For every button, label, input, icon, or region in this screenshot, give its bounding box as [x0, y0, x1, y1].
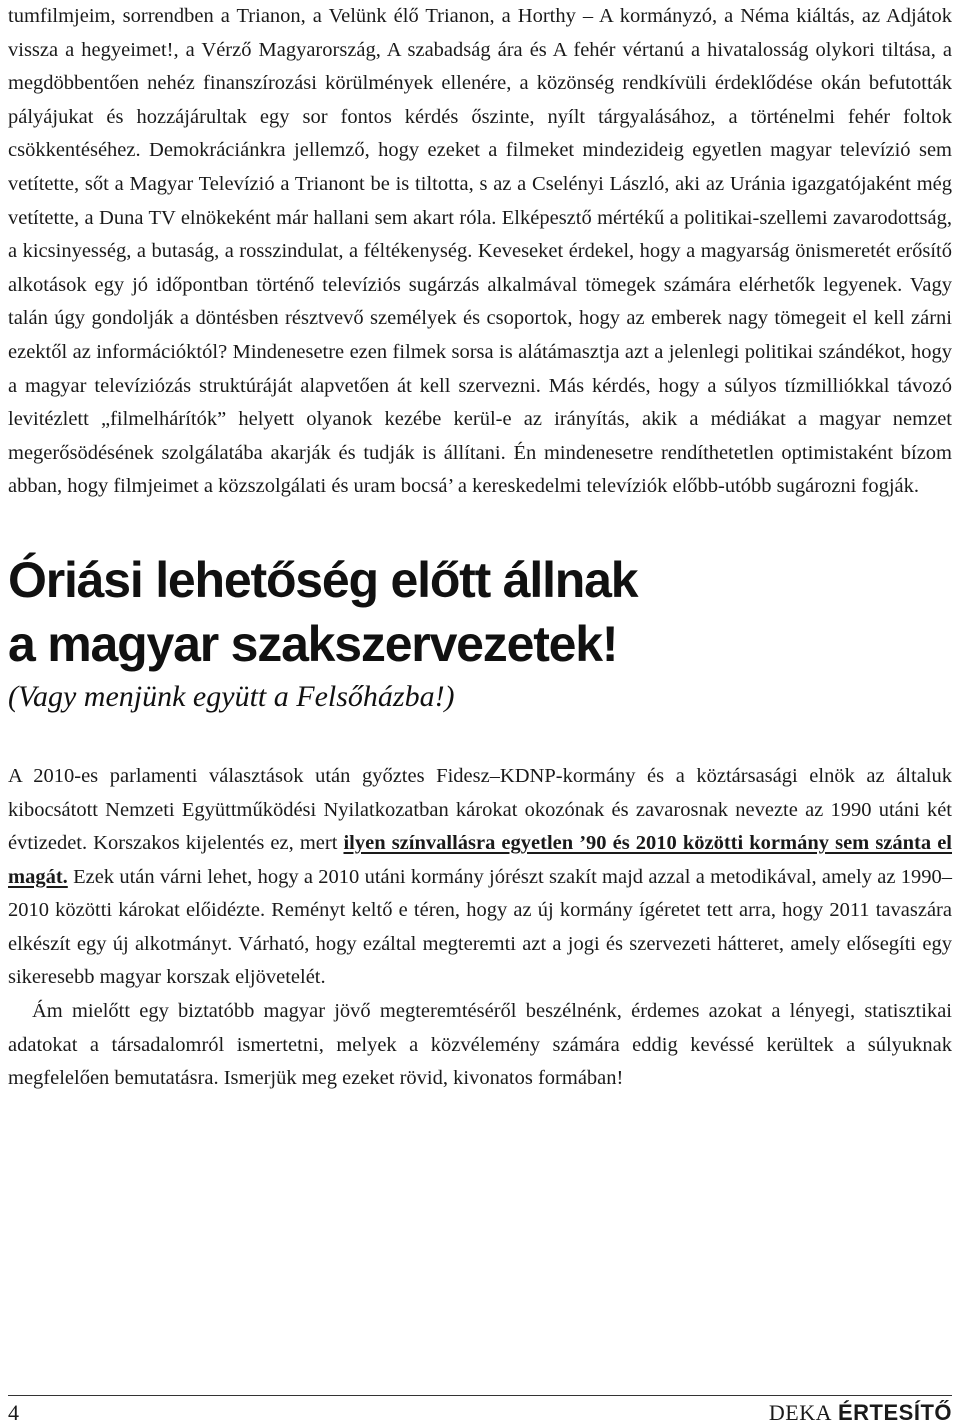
article-paragraph-1	[8, 760, 952, 995]
footer-divider	[8, 1395, 952, 1396]
publication-name	[769, 1400, 952, 1426]
headline-line-1: Óriási lehetőség előtt állnak	[8, 551, 638, 608]
emphasized-statement: ilyen színvallásra egyetlen ’90 és 2010 közötti kormány sem szánta el magát.	[8, 832, 952, 888]
article-headline	[8, 548, 952, 676]
headline-line-2: a magyar szakszervezetek!	[8, 615, 618, 672]
paragraph-1-text-a: A 2010-es parlamenti választások után győztes Fidesz–KDNP-kormány és a köztársasági elnök az általuk kibocsátott Nemzeti Együttműködési Nyilatkozatban károkat okozónak és zavarosnak nevezte az 1990 utáni két évtizedet. Korszakos kijelentés ez, mert	[8, 764, 952, 855]
publication-name-part-2: ÉRTESÍTŐ	[837, 1400, 952, 1425]
article-paragraph-2: Ám mielőtt egy biztatóbb magyar jövő megteremtéséről beszélnénk, érdemes azokat a lényegi, statisztikai adatokat a társadalomról ismertetni, melyek a közvélemény számára eddig kevéssé kerültek a súlyuknak megfelelően bemutatásra. Ismerjük meg ezeket rövid, kivonatos formában!	[8, 1000, 952, 1090]
article-subheadline: (Vagy menjünk együtt a Felsőházba!)	[8, 679, 455, 713]
page-number: 4	[8, 1400, 19, 1425]
page-content	[8, 0, 952, 1096]
article-body	[8, 760, 952, 1096]
paragraph-1-text-b: Ezek után várni lehet, hogy a 2010 utáni kormány jórészt szakít majd azzal a metodikával, amely az 1990–2010 közötti károkat előidézte. Reményt keltő e téren, hogy az új kormány ígéretet tett arra, hogy 2011 tavaszára elkészít egy új alkotmányt. Várható, hogy ezáltal megteremti azt a jogi és szervezeti hátteret, amely elősegíti egy sikeresebb magyar korszak eljövetelét.	[8, 865, 952, 989]
continued-paragraph: tumfilmjeim, sorrendben a Trianon, a Velünk élő Trianon, a Horthy – A kormányzó, a Néma kiáltás, az Adjátok vissza a hegyeimet!, a Vérző Magyarország, A szabadság ára és A fehér vértanú a hivatalosság olykori tiltása, a megdöbbentően nehéz finanszírozási körülmények ellenére, a közönség rendkívüli érdeklődése okán befutották pályájukat és hozzájárultak egy sor fontos kérdés őszinte, nyílt tárgyalásához, a történelmi fehér foltok csökkentéséhez. Demokráciánkra jellemző, hogy ezeket a filmeket mindezideig egyetlen magyar televízió sem vetítette, sőt a Magyar Televízió a Trianont be is tiltotta, s az a Cselényi László, aki az Uránia igazgatójaként még vetítette, a Duna TV elnökeként már hallani sem akart róla. Elképesztő mértékű a politikai-szellemi zavarodottság, a kicsinyesség, a butaság, a rosszindulat, a féltékenység. Keveseket érdekel, hogy a magyarság önismeretét erősítő alkotások egy jó időpontban történő televíziós sugárzás alkalmával tömegek számára elérhetők legyenek. Vagy talán úgy gondolják a döntésben résztvevő személyek és csoportok, hogy az emberek nagy tömegeit el kell zárni ezektől az információktól? Mindenesetre ezen filmek sorsa is alátámasztja azt a jelenlegi politikai szándékot, hogy a magyar televíziózás struktúráját alapvetően át kell szervezni. Más kérdés, hogy a súlyos tízmilliókkal távozó levitézlett „filmelhárítók” helyett olyanok kezébe kerül-e az irányítás, akik a médiákat a magyar nemzet megerősödésének szolgálatába akarják és tudják is állítani. Én mindenesetre rendíthetetlen optimistaként bízom abban, hogy filmjeimet a közszolgálati és uram bocsá’ a kereskedelmi televíziók előbb-utóbb sugározni fogják.	[8, 5, 952, 498]
publication-name-part-1: DEKA	[768, 1400, 832, 1425]
